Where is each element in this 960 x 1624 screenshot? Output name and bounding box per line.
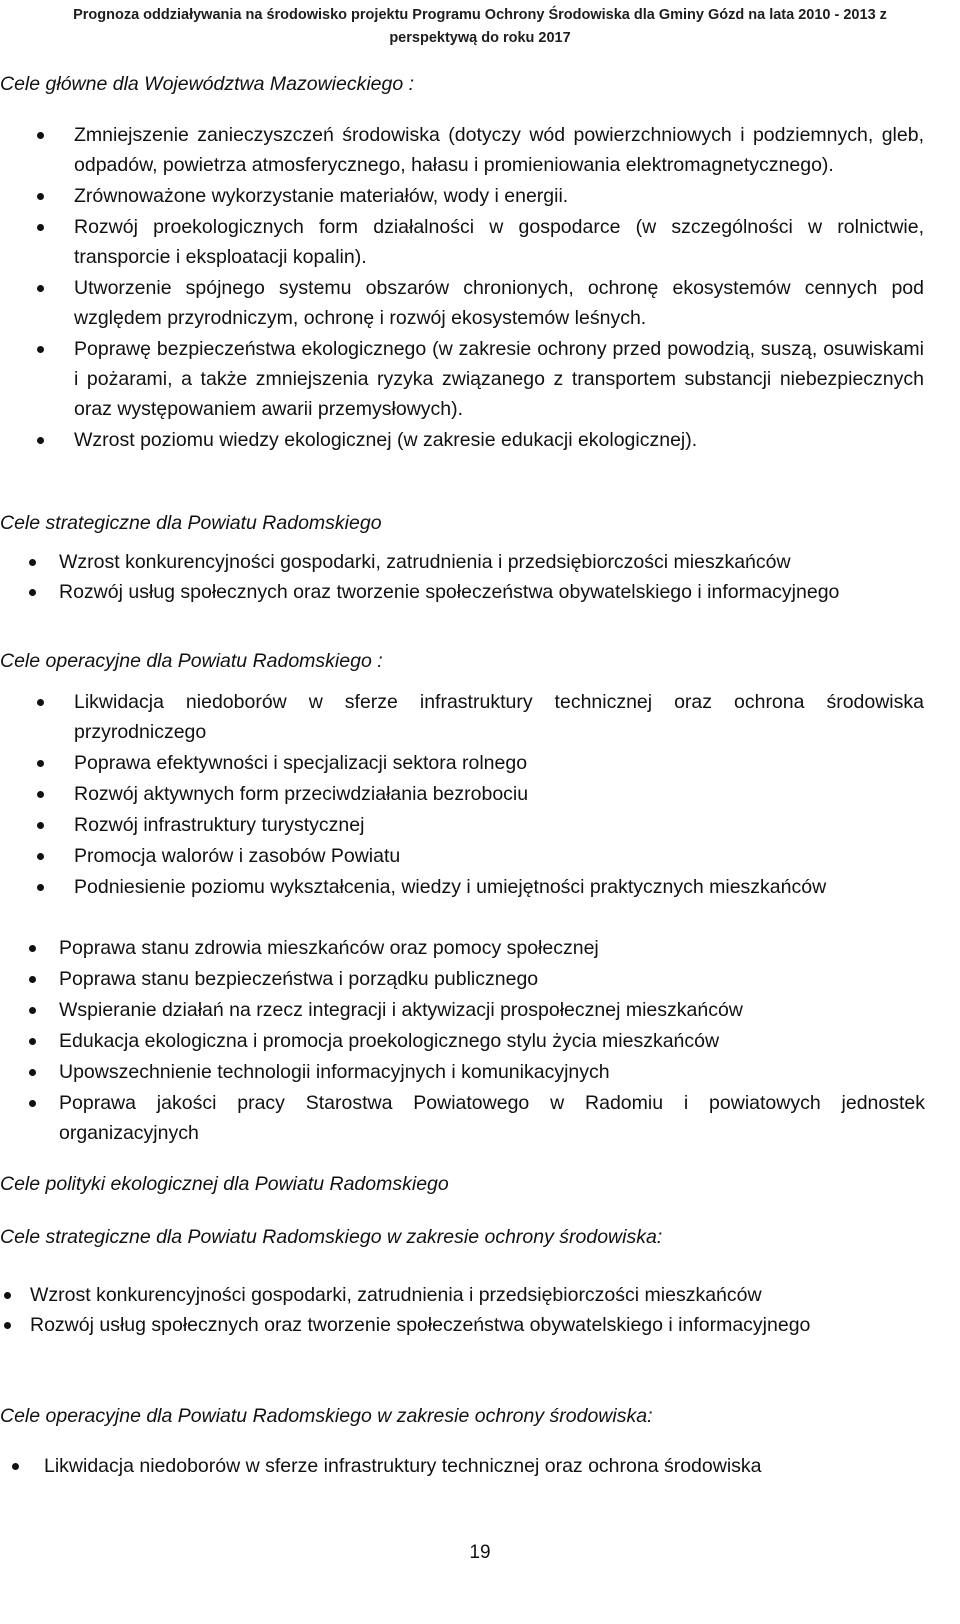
strategic-heading bbox=[0, 508, 382, 538]
list-item: Rozwój usług społecznych oraz tworzenie społeczeństwa obywatelskiego i informacyjnego bbox=[59, 577, 925, 607]
list-item: Likwidacja niedoborów w sferze infrastruktury technicznej oraz ochrona środowiska bbox=[44, 1451, 925, 1481]
list-item: Rozwój aktywnych form przeciwdziałania bezrobociu bbox=[74, 779, 924, 809]
operational-heading: Cele operacyjne dla Powiatu Radomskiego : bbox=[0, 650, 383, 672]
strategic-env-heading: Cele strategiczne dla Powiatu Radomskiego w zakresie ochrony środowiska: bbox=[0, 1226, 663, 1248]
header-line-2: perspektywą do roku 2017 bbox=[389, 30, 571, 46]
list-item: Poprawa stanu zdrowia mieszkańców oraz pomocy społecznej bbox=[59, 933, 925, 963]
list-item: Rozwój usług społecznych oraz tworzenie społeczeństwa obywatelskiego i informacyjnego bbox=[30, 1310, 925, 1340]
header-line-1: Prognoza oddziaływania na środowisko projektu Programu Ochrony Środowiska dla Gminy Gózd na lata 2010 - 2013 z bbox=[73, 7, 887, 23]
list-item: Poprawa stanu bezpieczeństwa i porządku publicznego bbox=[59, 964, 925, 994]
list-item: Utworzenie spójnego systemu obszarów chronionych, ochronę ekosystemów cennych pod względem przyrodniczym, ochronę i rozwój ekosystemów leśnych. bbox=[74, 273, 924, 333]
list-item: Wzrost poziomu wiedzy ekologicznej (w zakresie edukacji ekologicznej). bbox=[74, 425, 924, 455]
list-item: Poprawa jakości pracy Starostwa Powiatowego w Radomiu i powiatowych jednostek organizacyjnych bbox=[59, 1088, 925, 1148]
list-item: Wzrost konkurencyjności gospodarki, zatrudnienia i przedsiębiorczości mieszkańców bbox=[59, 547, 925, 577]
page-header bbox=[0, 4, 960, 50]
strategic-env-list bbox=[30, 1280, 925, 1340]
page-number: 19 bbox=[469, 1542, 491, 1563]
list-item: Edukacja ekologiczna i promocja proekologicznego stylu życia mieszkańców bbox=[59, 1026, 925, 1056]
main-goals-list bbox=[74, 120, 924, 456]
list-item: Rozwój proekologicznych form działalności w gospodarce (w szczególności w rolnictwie, transporcie i eksploatacji kopalin). bbox=[74, 212, 924, 272]
list-item: Wzrost konkurencyjności gospodarki, zatrudnienia i przedsiębiorczości mieszkańców bbox=[30, 1280, 925, 1310]
list-item: Wspieranie działań na rzecz integracji i aktywizacji prospołecznej mieszkańców bbox=[59, 995, 925, 1025]
list-item: Poprawa efektywności i specjalizacji sektora rolnego bbox=[74, 748, 924, 778]
list-item: Podniesienie poziomu wykształcenia, wiedzy i umiejętności praktycznych mieszkańców bbox=[74, 872, 924, 902]
list-item: Zmniejszenie zanieczyszczeń środowiska (dotyczy wód powierzchniowych i podziemnych, gleb, odpadów, powietrza atmosferycznego, hałasu i promieniowania elektromagnetycznego). bbox=[74, 120, 924, 180]
main-goals-heading: Cele główne dla Województwa Mazowieckiego : bbox=[0, 73, 415, 95]
list-item: Rozwój infrastruktury turystycznej bbox=[74, 810, 924, 840]
operational-list-a bbox=[74, 687, 924, 903]
list-item: Zrównoważone wykorzystanie materiałów, wody i energii. bbox=[74, 181, 924, 211]
list-item: Promocja walorów i zasobów Powiatu bbox=[74, 841, 924, 871]
strategic-heading-text: Cele strategiczne dla Powiatu Radomskiego bbox=[0, 512, 382, 534]
list-item: Poprawę bezpieczeństwa ekologicznego (w zakresie ochrony przed powodzią, suszą, osuwiskami i pożarami, a także zmniejszenia ryzyka związanego z transportem substancji niebezpiecznych oraz występowaniem awarii przemysłowych). bbox=[74, 334, 924, 424]
operational-list-b bbox=[59, 933, 925, 1149]
operational-env-heading: Cele operacyjne dla Powiatu Radomskiego w zakresie ochrony środowiska: bbox=[0, 1405, 653, 1427]
eco-policy-heading: Cele polityki ekologicznej dla Powiatu Radomskiego bbox=[0, 1173, 449, 1195]
operational-env-list bbox=[44, 1451, 925, 1481]
list-item: Likwidacja niedoborów w sferze infrastruktury technicznej oraz ochrona środowiska przyrodniczego bbox=[74, 687, 924, 747]
strategic-list bbox=[59, 547, 925, 607]
list-item: Upowszechnienie technologii informacyjnych i komunikacyjnych bbox=[59, 1057, 925, 1087]
